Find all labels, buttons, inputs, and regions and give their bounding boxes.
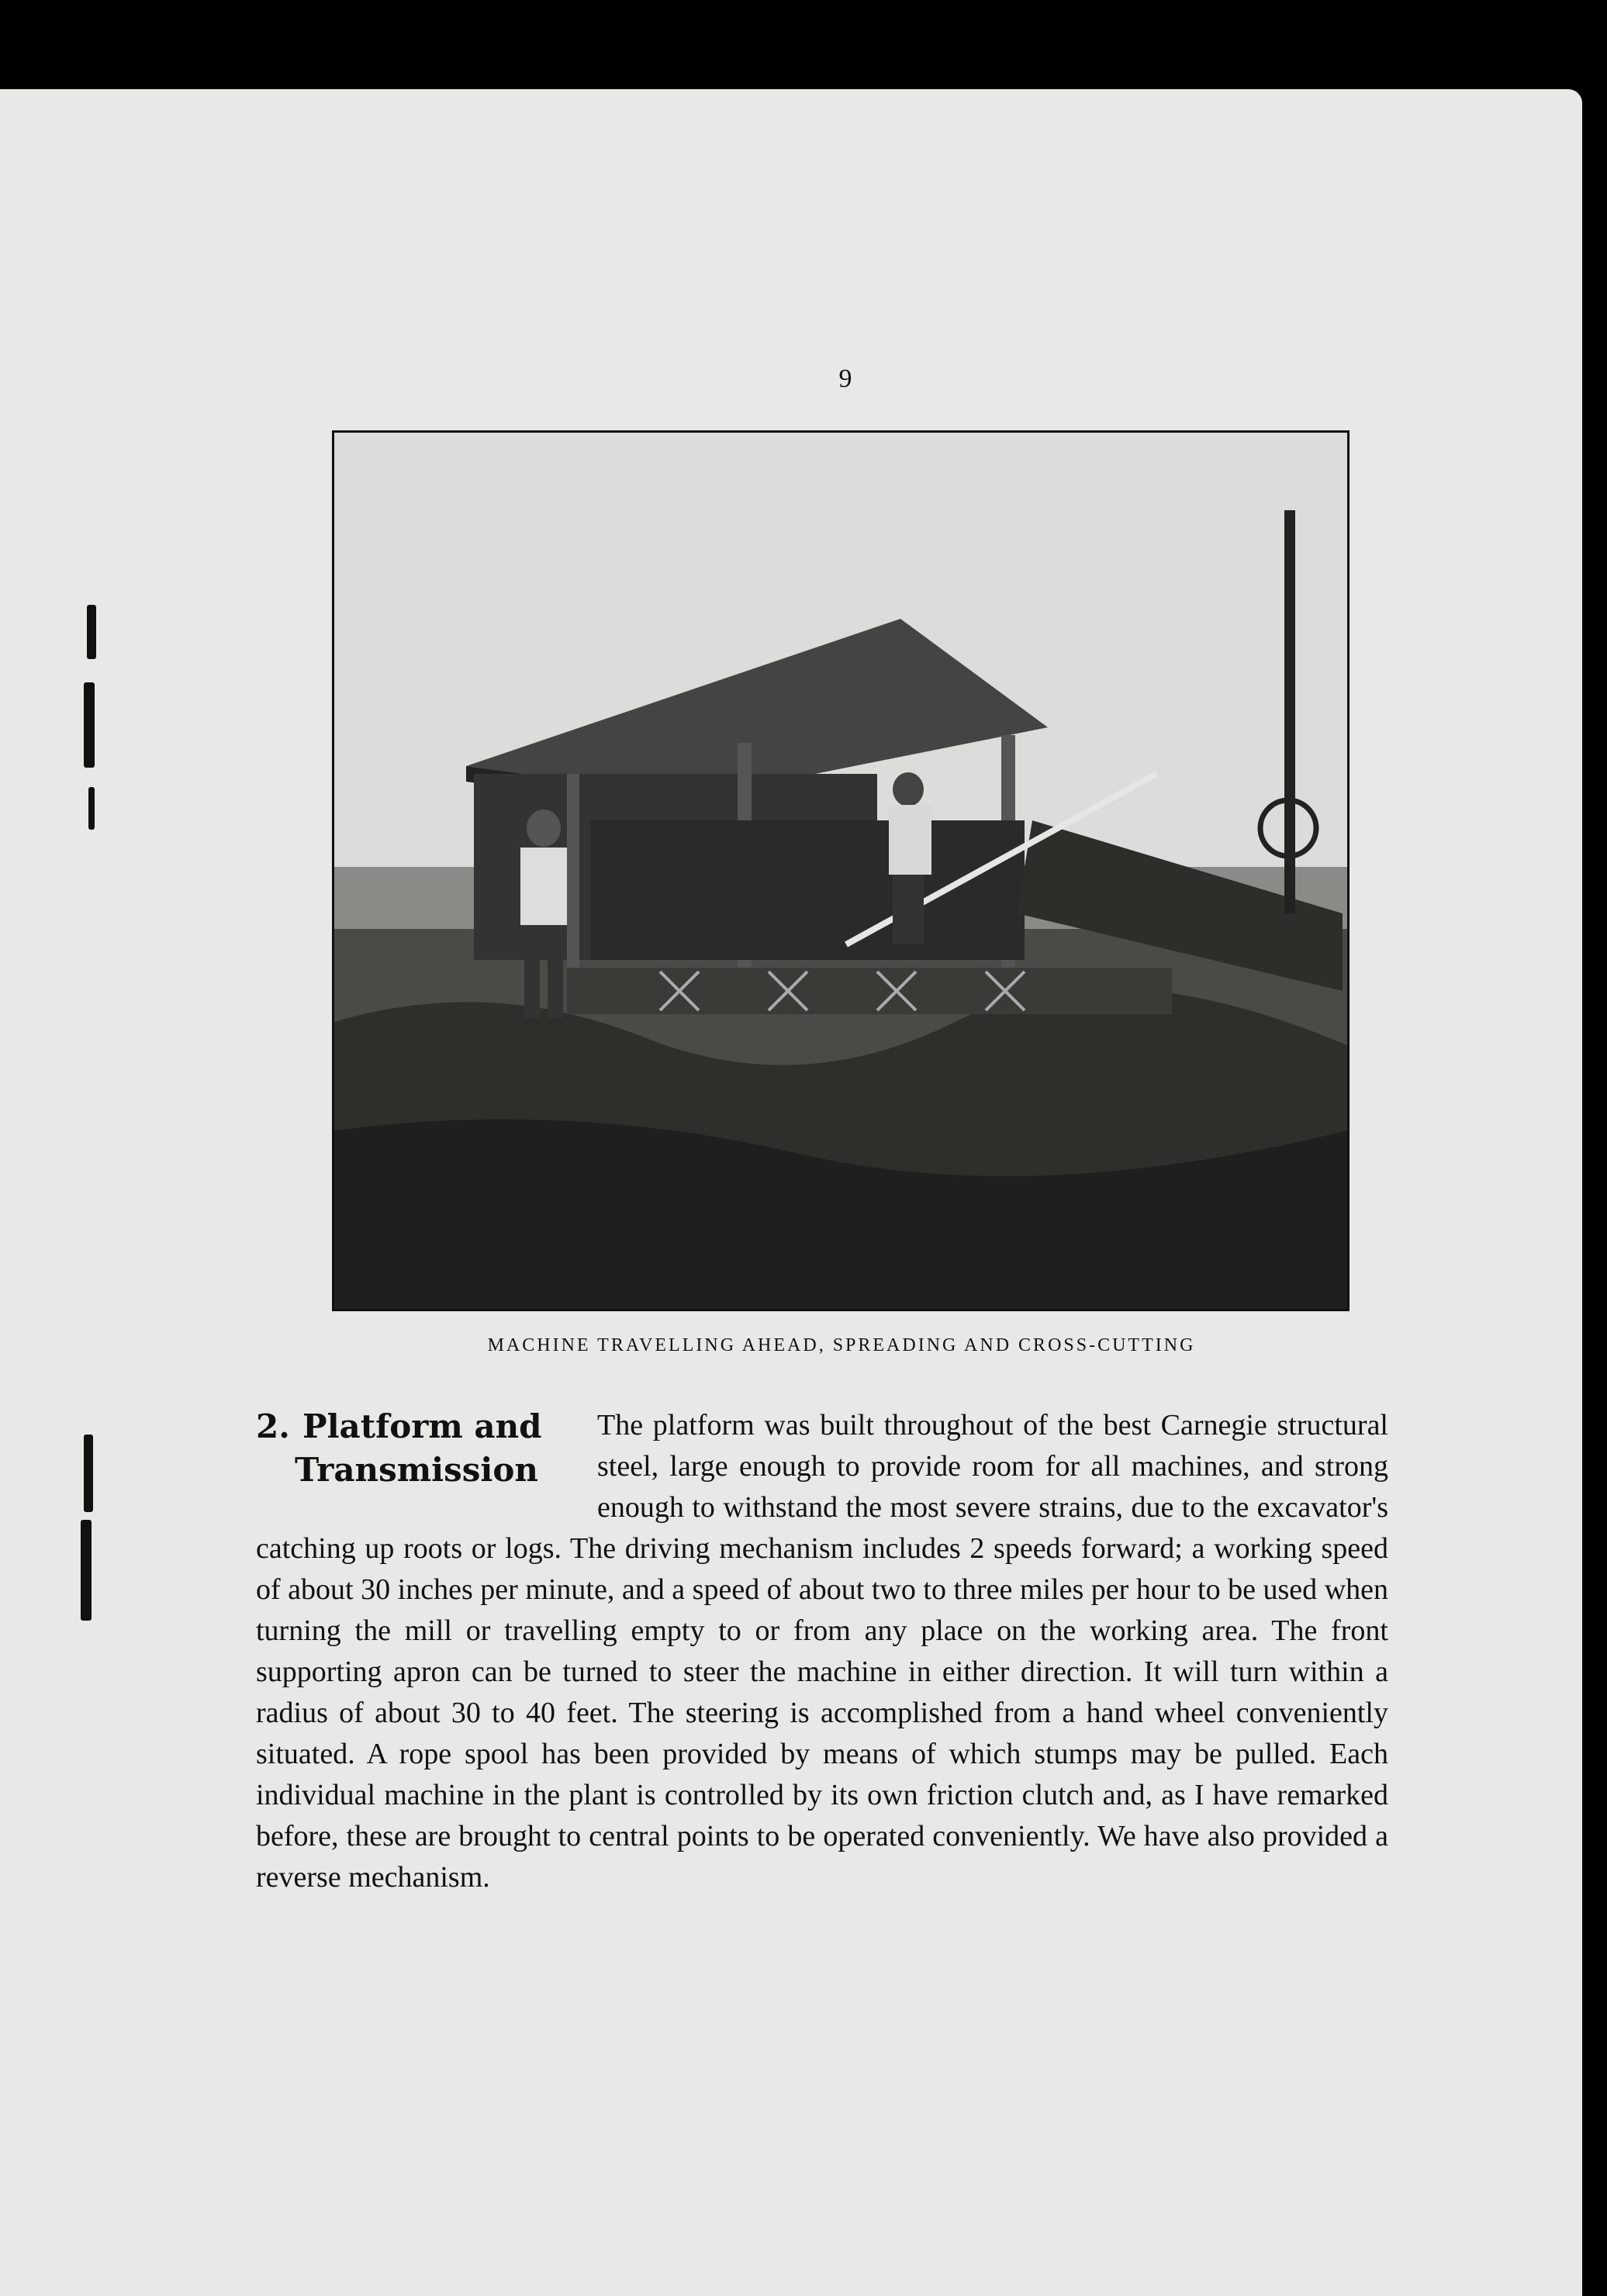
binding-mark — [88, 787, 95, 830]
binding-mark — [87, 605, 96, 659]
binding-mark — [81, 1520, 92, 1621]
section-paragraph: The platform was built throughout of the best Carnegie structural steel, large enough to provide room for all machines, and strong enough to withstand the most severe strains, due to the excavator's catching up roots or logs. The driving mechanism includes 2 speeds forward; a working speed of about 30 inches per minute, and a speed of about two to three miles per hour to be used when turning the mill or travelling empty to or from any place on the working area. The front supporting apron can be turned to steer the machine in either direction. It will turn within a radius of about 30 to 40 feet. The steering is accomplished from a hand wheel conveniently situated. A rope spool has been provided by means of which stumps may be pulled. Each individual machine in the plant is controlled by its own friction clutch and, as I have remarked before, these are brought to central points to be operated conveniently. We have also provided a reverse mechanism. — [256, 1409, 1388, 1894]
section-title-line1: Platform and — [302, 1407, 542, 1445]
section-heading — [256, 1405, 566, 1492]
figure-caption: MACHINE TRAVELLING AHEAD, SPREADING AND CROSS-CUTTING — [487, 1335, 1196, 1355]
binding-mark — [84, 1435, 93, 1512]
binding-mark — [84, 682, 95, 768]
page-number: 9 — [838, 364, 852, 393]
section-number: 2. — [256, 1407, 290, 1445]
photograph-machine — [332, 430, 1350, 1311]
section-title-line2: Transmission — [295, 1451, 538, 1489]
photograph-machine-travelling-icon — [334, 433, 1347, 1309]
